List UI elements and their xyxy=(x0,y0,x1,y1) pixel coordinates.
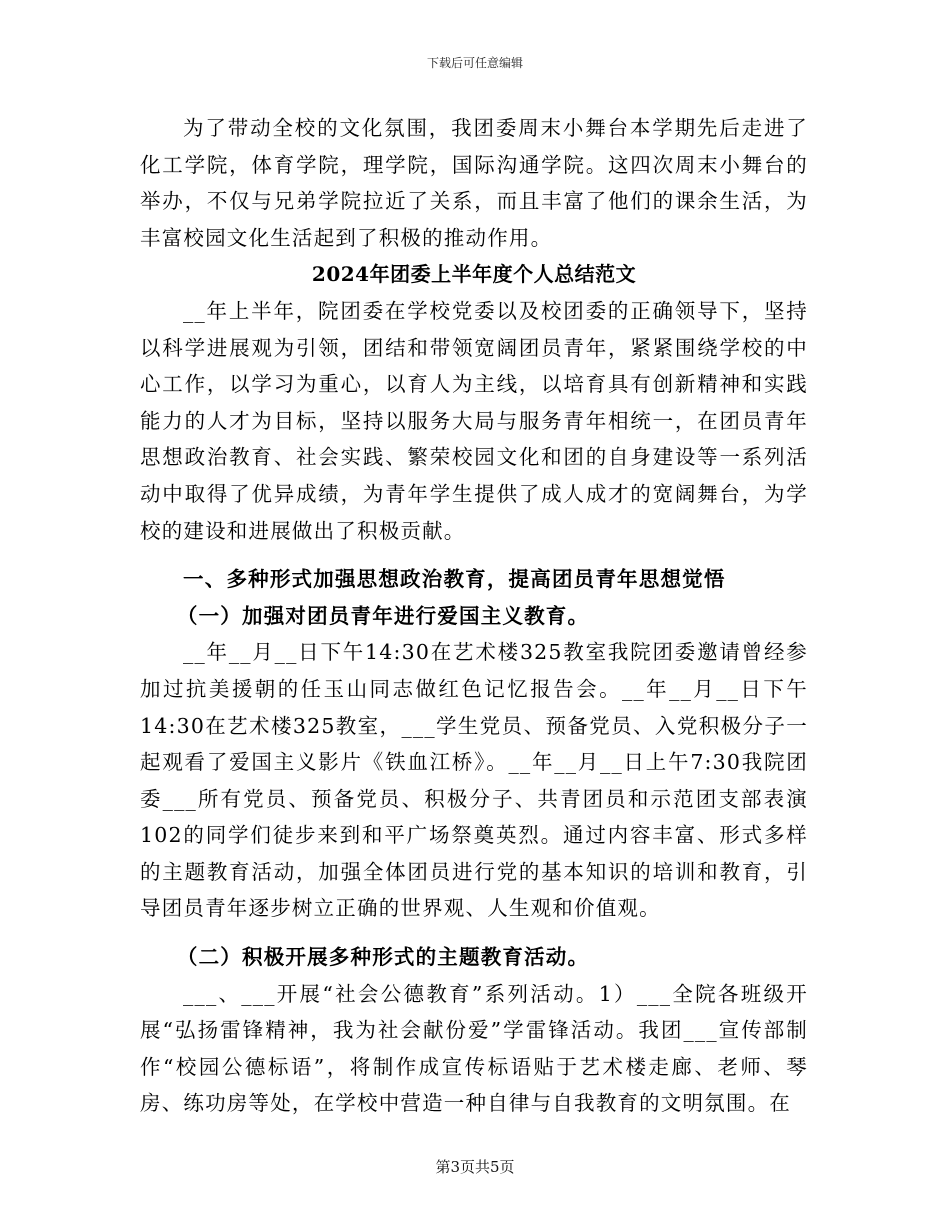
document-body xyxy=(140,110,808,1122)
paragraph-social-ethics: ___、___开展“社会公德教育”系列活动。1）___全院各班级开展“弘扬雷锋精神，我为社会献份爱”学雷锋活动。我团___宣传部制作“校园公德标语”，将制作成宣传标语贴于艺术楼走廊、老师、琴房、练功房等处，在学校中营造一种自律与自我教育的文明氛围。在 xyxy=(140,981,808,1116)
paragraph-overview: __年上半年，院团委在学校党委以及校团委的正确领导下，坚持以科学进展观为引领，团结和带领宽阔团员青年，紧紧围绕学校的中心工作，以学习为重心，以育人为主线，以培育具有创新精神和实践能力的人才为目标，坚持以服务大局与服务青年相统一，在团员青年思想政治教育、社会实践、繁荣校园文化和团的自身建设等一系列活动中取得了优异成绩，为青年学生提供了成人成才的宽阔舞台，为学校的建设和进展做出了积极贡献。 xyxy=(140,298,808,543)
section-heading-1: 一、多种形式加强思想政治教育，提高团员青年思想觉悟 xyxy=(183,567,726,592)
subsection-heading-2: （二）积极开展多种形式的主题教育活动。 xyxy=(176,945,590,970)
page-header: 下载后可任意编辑 xyxy=(426,56,523,70)
paragraph-stage-activities: 为了带动全校的文化氛围，我团委周末小舞台本学期先后走进了化工学院，体育学院，理学院，国际沟通学院。这四次周末小舞台的举办，不仅与兄弟学院拉近了关系，而且丰富了他们的课余生活，为丰富校园文化生活起到了积极的推动作用。 xyxy=(140,116,808,250)
page-footer: 第3页共5页 xyxy=(435,1158,515,1176)
paragraph-patriotic-education: __年__月__日下午14:30在艺术楼325教室我院团委邀请曾经参加过抗美援朝的任玉山同志做红色记忆报告会。__年__月__日下午14:30在艺术楼325教室，___学生党员、预备党员、入党积极分子一起观看了爱国主义影片《铁血江桥》。__年__月__日上午7:30我院团委___所有党员、预备党员、积极分子、共青团员和示范团支部表演102的同学们徒步来到和平广场祭奠英烈。通过内容丰富、形式多样的主题教育活动，加强全体团员进行党的基本知识的培训和教育，引导团员青年逐步树立正确的世界观、人生观和价值观。 xyxy=(140,640,808,921)
document-title: 2024年团委上半年度个人总结范文 xyxy=(311,262,637,287)
subsection-heading-1: （一）加强对团员青年进行爱国主义教育。 xyxy=(176,603,590,628)
